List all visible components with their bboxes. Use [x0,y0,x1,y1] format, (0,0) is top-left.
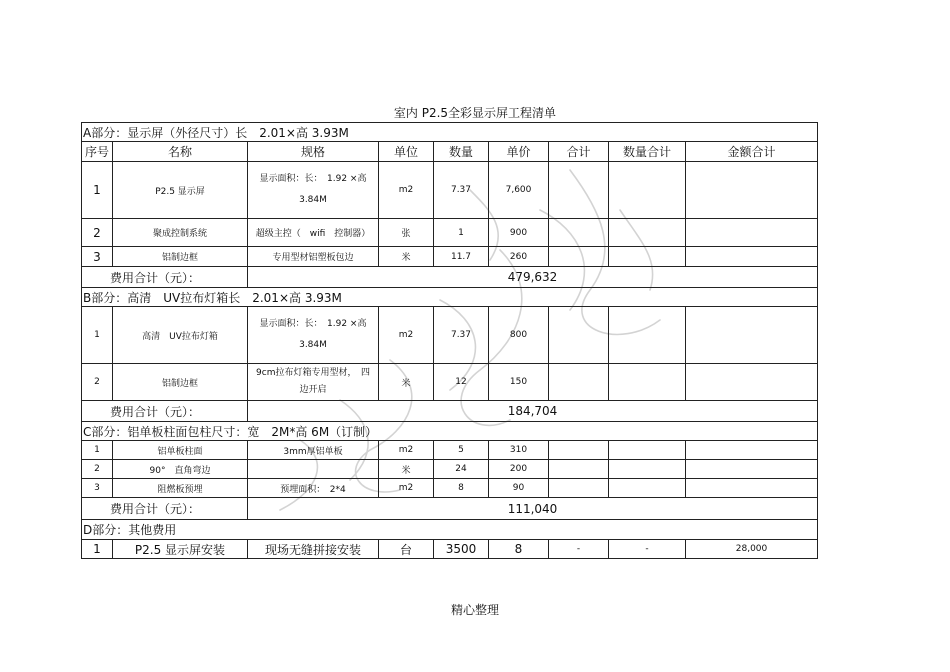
row-spec [248,364,379,401]
row-no: 2 [82,219,113,247]
row-no: 1 [82,162,113,219]
row-amount-total [686,364,818,401]
row-unit: m2 [379,162,434,219]
row-name: P2.5 显示屏 [113,162,248,219]
column-header-row [82,142,818,162]
row-qty-total [609,364,686,401]
section-b-sum-label: 费用合计（元）： [82,401,248,422]
col-header-name: 名称 [113,142,248,162]
section-c-sum-label: 费用合计（元）： [82,498,248,520]
table-row [82,460,818,479]
section-a-sum-row [82,267,818,288]
table-row [82,479,818,498]
quotation-table [81,122,818,559]
row-no: 3 [82,479,113,498]
section-c-header [82,422,818,441]
section-a-sum-label: 费用合计（元）： [82,267,248,288]
page-title: 室内 P2.5全彩显示屏工程清单 [393,106,557,120]
row-name: 90° 直角弯边 [113,460,248,479]
col-header-unit: 单位 [379,142,434,162]
section-d-header [82,520,818,540]
row-no: 2 [82,460,113,479]
row-price: 7,600 [489,162,549,219]
row-spec [248,307,379,364]
row-unit: 米 [379,364,434,401]
row-no: 1 [82,540,113,559]
row-spec-line2: 3.84M [299,195,327,205]
row-spec: 预埋面积： 2*4 [248,479,379,498]
row-qty-total [609,441,686,460]
row-qty-total [609,307,686,364]
row-subtotal [549,219,609,247]
row-price: 800 [489,307,549,364]
section-a-sum-value: 479,632 [248,267,818,288]
row-amount-total [686,162,818,219]
row-unit: 米 [379,460,434,479]
row-spec: 3mm厚铝单板 [248,441,379,460]
row-subtotal [549,364,609,401]
row-spec [248,162,379,219]
row-subtotal [549,460,609,479]
row-qty: 8 [434,479,489,498]
row-spec: 超级主控（ wifi 控制器） [248,219,379,247]
row-subtotal: - [549,540,609,559]
table-row [82,540,818,559]
table-row [82,307,818,364]
row-subtotal [549,247,609,267]
row-unit: m2 [379,479,434,498]
col-header-qty-total: 数量合计 [609,142,686,162]
section-c-sum-value: 111,040 [248,498,818,520]
row-spec [248,460,379,479]
table-row [82,219,818,247]
section-d-title: D部分：其他费用 [82,520,818,540]
section-b-title: B部分：高清 UV拉布灯箱长 2.01×高 3.93M [82,288,818,307]
row-spec: 现场无缝拼接安装 [248,540,379,559]
section-b-header [82,288,818,307]
row-no: 1 [82,307,113,364]
table-row [82,364,818,401]
row-price: 900 [489,219,549,247]
section-c-sum-row [82,498,818,520]
row-no: 2 [82,364,113,401]
row-amount-total: 28,000 [686,540,818,559]
row-qty: 11.7 [434,247,489,267]
row-name: 高清 UV拉布灯箱 [113,307,248,364]
row-name: 阻燃板预埋 [113,479,248,498]
row-spec: 专用型材铝塑板包边 [248,247,379,267]
col-header-subtotal: 合计 [549,142,609,162]
section-a-title: A部分：显示屏（外径尺寸）长 2.01×高 3.93M [82,123,818,142]
row-qty-total [609,479,686,498]
row-qty-total [609,247,686,267]
row-qty: 7.37 [434,162,489,219]
row-price: 200 [489,460,549,479]
row-amount-total [686,307,818,364]
row-no: 3 [82,247,113,267]
row-spec-line1: 9cm拉布灯箱专用型材， 四 [256,368,370,378]
row-spec-line1: 显示面积：长： 1.92 ×高 [259,174,367,184]
section-c-title: C部分：铝单板柱面包柱尺寸：宽 2M*高 6M（订制） [82,422,818,441]
row-unit: 米 [379,247,434,267]
table-row [82,441,818,460]
row-name: 聚成控制系统 [113,219,248,247]
row-qty: 12 [434,364,489,401]
row-name: 铝制边框 [113,364,248,401]
col-header-price: 单价 [489,142,549,162]
col-header-no: 序号 [82,142,113,162]
row-subtotal [549,162,609,219]
row-subtotal [549,479,609,498]
table-row [82,162,818,219]
section-b-sum-row [82,401,818,422]
row-unit: 台 [379,540,434,559]
row-subtotal [549,307,609,364]
table-row [82,247,818,267]
row-spec-line1: 显示面积：长： 1.92 ×高 [259,319,367,329]
row-price: 260 [489,247,549,267]
footer-note: 精心整理 [450,603,499,617]
row-unit: 张 [379,219,434,247]
row-unit: m2 [379,441,434,460]
row-amount-total [686,441,818,460]
row-amount-total [686,460,818,479]
col-header-amount-total: 金额合计 [686,142,818,162]
row-name: 铝制边框 [113,247,248,267]
row-unit: m2 [379,307,434,364]
row-qty: 24 [434,460,489,479]
row-price: 150 [489,364,549,401]
row-qty-total [609,162,686,219]
row-price: 8 [489,540,549,559]
row-subtotal [549,441,609,460]
row-name: 铝单板柱面 [113,441,248,460]
row-qty-total: - [609,540,686,559]
col-header-qty: 数量 [434,142,489,162]
row-price: 310 [489,441,549,460]
col-header-spec: 规格 [248,142,379,162]
row-qty: 5 [434,441,489,460]
row-qty: 7.37 [434,307,489,364]
row-price: 90 [489,479,549,498]
row-name: P2.5 显示屏安装 [113,540,248,559]
row-qty: 1 [434,219,489,247]
row-qty-total [609,219,686,247]
section-a-header [82,123,818,142]
row-qty: 3500 [434,540,489,559]
row-no: 1 [82,441,113,460]
row-amount-total [686,247,818,267]
section-b-sum-value: 184,704 [248,401,818,422]
row-amount-total [686,219,818,247]
row-spec-line2: 边开启 [299,385,327,395]
row-spec-line2: 3.84M [299,340,327,350]
row-qty-total [609,460,686,479]
row-amount-total [686,479,818,498]
